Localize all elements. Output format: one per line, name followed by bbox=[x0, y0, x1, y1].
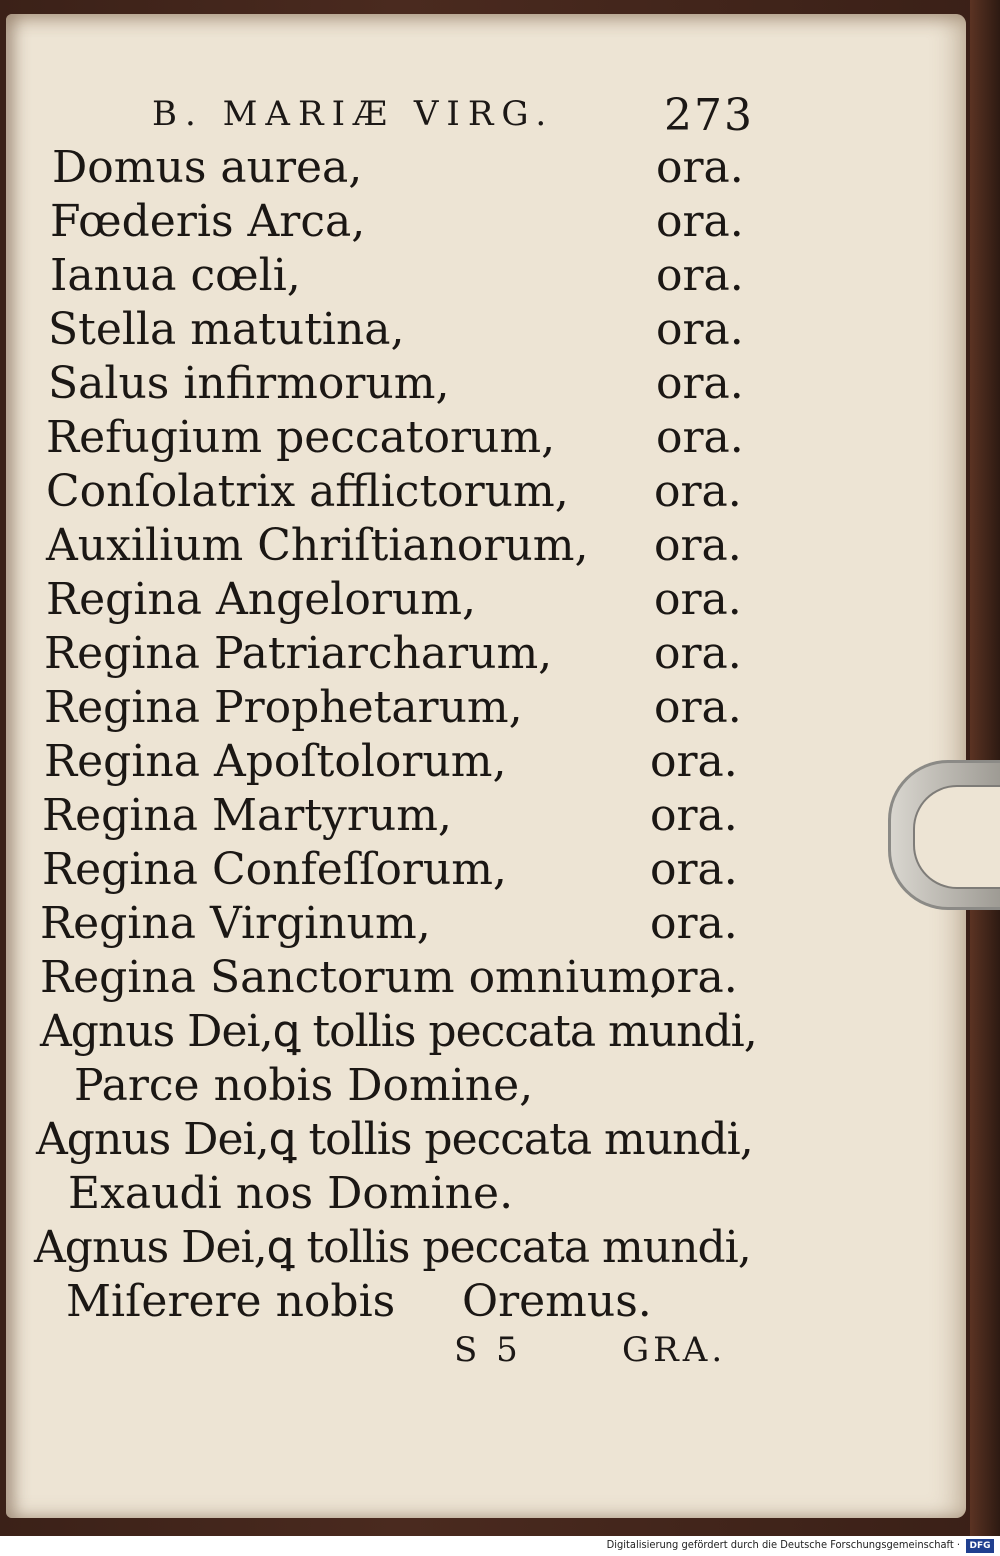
digitization-credit-bar bbox=[0, 1536, 1000, 1556]
invocation-text: Auxilium Chriſtianorum, bbox=[46, 520, 589, 571]
litany-line bbox=[6, 358, 766, 412]
response-text: ora. bbox=[654, 574, 742, 625]
agnus-dei-continuation bbox=[6, 1060, 766, 1114]
catchword: GRA. bbox=[622, 1330, 727, 1370]
agnus-dei-line bbox=[6, 1222, 766, 1276]
invocation-text: Regina Prophetarum, bbox=[44, 682, 523, 733]
invocation-text: Regina Angelorum, bbox=[46, 574, 476, 625]
page-header bbox=[152, 90, 772, 140]
response-text: ora. bbox=[656, 304, 744, 355]
invocation-text: Fœderis Arca, bbox=[50, 196, 366, 247]
credit-text: Digitalisierung gefördert durch die Deutsche Forschungsgemeinschaft · bbox=[606, 1538, 960, 1551]
agnus-dei-continuation bbox=[6, 1276, 766, 1330]
litany-line bbox=[6, 790, 766, 844]
invocation-text: Ianua cœli, bbox=[50, 250, 301, 301]
litany-line bbox=[6, 196, 766, 250]
agnus-dei-line bbox=[6, 1006, 766, 1060]
page-number: 273 bbox=[664, 90, 754, 141]
book-page bbox=[6, 14, 966, 1518]
litany-line bbox=[6, 952, 766, 1006]
litany-line bbox=[6, 682, 766, 736]
continuation-text: Exaudi nos Domine. bbox=[68, 1168, 514, 1219]
oremus-text: Oremus. bbox=[462, 1276, 652, 1327]
response-text: ora. bbox=[650, 952, 738, 1003]
litany-line bbox=[6, 304, 766, 358]
invocation-text: Regina Apoſtolorum, bbox=[44, 736, 507, 787]
invocation-text: Refugium peccatorum, bbox=[46, 412, 556, 463]
response-text: ora. bbox=[656, 412, 744, 463]
litany-line bbox=[6, 628, 766, 682]
response-text: ora. bbox=[654, 628, 742, 679]
litany-line bbox=[6, 844, 766, 898]
litany-line bbox=[6, 736, 766, 790]
response-text: ora. bbox=[654, 520, 742, 571]
litany-line bbox=[6, 898, 766, 952]
litany-line bbox=[6, 520, 766, 574]
dfg-logo-icon: DFG bbox=[966, 1539, 994, 1553]
agnus-dei-line bbox=[6, 1114, 766, 1168]
running-title: B. MARIÆ VIRG. bbox=[152, 94, 555, 134]
litany-line bbox=[6, 250, 766, 304]
response-text: ora. bbox=[656, 142, 744, 193]
response-text: ora. bbox=[654, 466, 742, 517]
agnus-dei-text: Agnus Dei,ꝗ tollis peccata mundi, bbox=[40, 1006, 757, 1057]
clasp-opening bbox=[913, 785, 1000, 889]
invocation-text: Regina Confeſſorum, bbox=[42, 844, 507, 895]
agnus-dei-text: Agnus Dei,ꝗ tollis peccata mundi, bbox=[34, 1222, 751, 1273]
invocation-text: Conſolatrix afflictorum, bbox=[46, 466, 569, 517]
signature-mark: S 5 bbox=[454, 1330, 522, 1370]
page-footer bbox=[446, 1330, 746, 1380]
response-text: ora. bbox=[650, 844, 738, 895]
litany-line bbox=[6, 466, 766, 520]
agnus-dei-continuation bbox=[6, 1168, 766, 1222]
invocation-text: Salus infirmorum, bbox=[48, 358, 450, 409]
response-text: ora. bbox=[656, 196, 744, 247]
agnus-dei-text: Agnus Dei,ꝗ tollis peccata mundi, bbox=[36, 1114, 753, 1165]
book-clasp bbox=[888, 760, 1000, 910]
invocation-text: Regina Patriarcharum, bbox=[44, 628, 553, 679]
response-text: ora. bbox=[650, 736, 738, 787]
response-text: ora. bbox=[656, 358, 744, 409]
invocation-text: Stella matutina, bbox=[48, 304, 405, 355]
continuation-text: Miſerere nobis bbox=[66, 1276, 396, 1327]
continuation-text: Parce nobis Domine, bbox=[74, 1060, 534, 1111]
litany-line bbox=[6, 574, 766, 628]
invocation-text: Regina Martyrum, bbox=[42, 790, 452, 841]
invocation-text: Domus aurea, bbox=[52, 142, 363, 193]
response-text: ora. bbox=[650, 898, 738, 949]
response-text: ora. bbox=[654, 682, 742, 733]
response-text: ora. bbox=[656, 250, 744, 301]
litany-line bbox=[6, 412, 766, 466]
response-text: ora. bbox=[650, 790, 738, 841]
litany-line bbox=[6, 142, 766, 196]
invocation-text: Regina Sanctorum omnium, bbox=[40, 952, 664, 1003]
invocation-text: Regina Virginum, bbox=[40, 898, 431, 949]
